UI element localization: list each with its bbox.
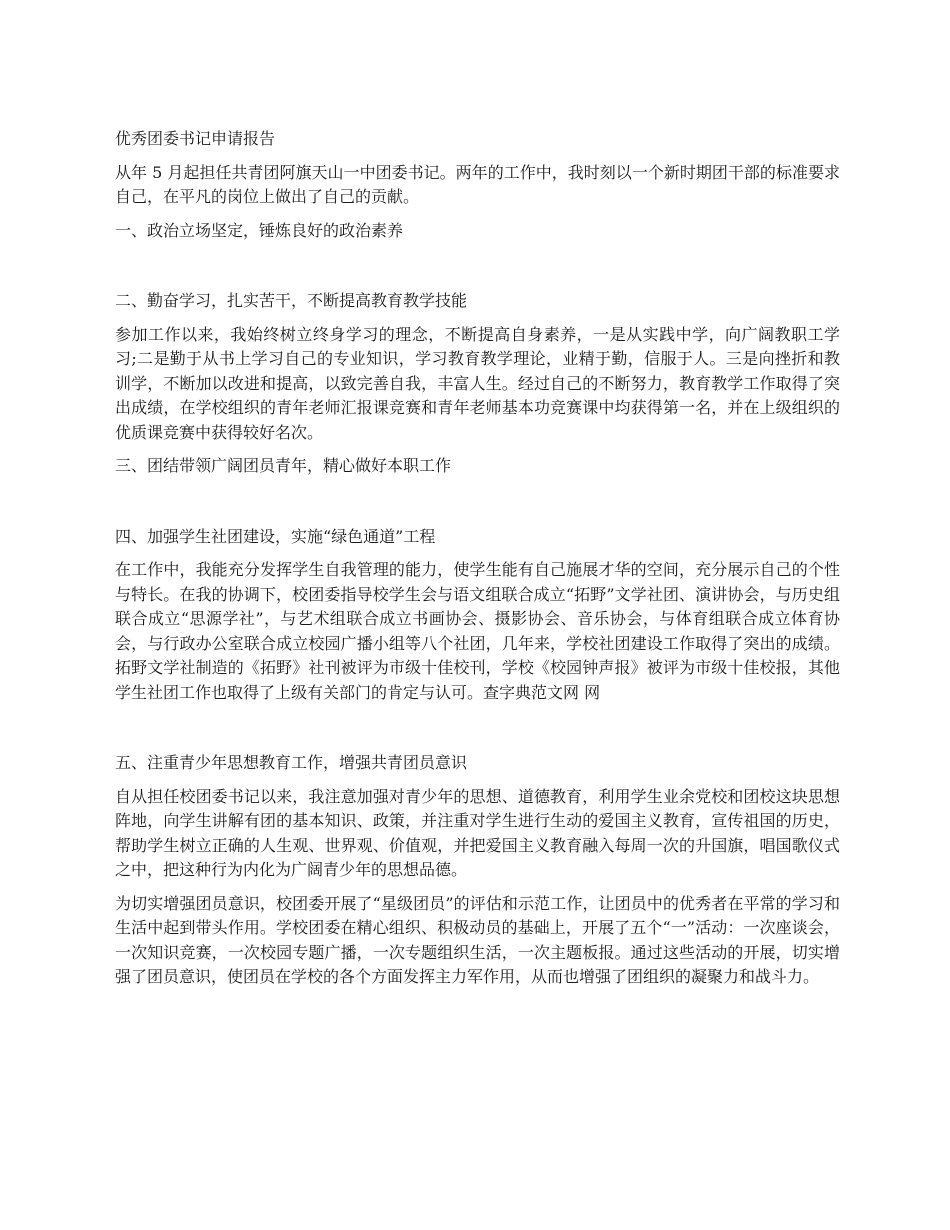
section-3-heading: 三、团结带领广阔团员青年，精心做好本职工作 [115,456,452,475]
section-4-body: 在工作中，我能充分发挥学生自我管理的能力，使学生能有自己施展才华的空间，充分展示自己的个性与特长。在我的协调下，校团委指导校学生会与语文组联合成立“拓野”文学社团、演讲协会，与历史组联合成立“思源学社”，与艺术组联合成立书画协会、摄影协会、音乐协会，与体育组联合成立体育协会，与行政办公室联合成立校园广播小组等八个社团，几年来，学校社团建设工作取得了突出的成绩。拓野文学社制造的《拓野》社刊被评为市级十佳校刊，学校《校园钟声报》被评为市级十佳校报，其他学生社团工作也取得了上级有关部门的肯定与认可。查字典范文网 网 [115,560,840,702]
intro-paragraph: 从年 5 月起担任共青团阿旗天山一中团委书记。两年的工作中，我时刻以一个新时期团干部的标准要求自己，在平凡的岗位上做出了自己的贡献。 [115,162,840,206]
section-5-heading: 五、注重青少年思想教育工作，增强共青团员意识 [115,753,468,772]
section-2-heading: 二、勤奋学习，扎实苦干，不断提高教育教学技能 [115,291,468,310]
section-1-heading: 一、政治立场坚定，锤炼良好的政治素养 [115,220,404,240]
section-4-heading: 四、加强学生社团建设，实施“绿色通道”工程 [115,526,436,546]
document-page [115,127,840,990]
section-5-body-1: 自从担任校团委书记以来，我注意加强对青少年的思想、道德教育，利用学生业余党校和团校这块思想阵地，向学生讲解有团的基本知识、政策，并注重对学生进行生动的爱国主义教育，宣传祖国的历史，帮助学生树立正确的人生观、世界观、价值观，并把爱国主义教育融入每周一次的升国旗，唱国歌仪式之中，把这种行为内化为广阔青少年的思想品德。 [115,786,840,879]
section-2-body: 参加工作以来，我始终树立终身学习的理念，不断提高自身素养，一是从实践中学，向广阔教职工学习;二是勤于从书上学习自己的专业知识，学习教育教学理论，业精于勤，信服于人。三是向挫折和教训学，不断加以改进和提高，以致完善自我，丰富人生。经过自己的不断努力，教育教学工作取得了突出成绩，在学校组织的青年老师汇报课竞赛和青年老师基本功竞赛课中均获得第一名，并在上级组织的优质课竞赛中获得较好名次。 [115,324,840,442]
section-5-body-2: 为切实增强团员意识，校团委开展了“星级团员”的评估和示范工作，让团员中的优秀者在平常的学习和生活中起到带头作用。学校团委在精心组织、积极动员的基础上，开展了五个“一”活动：一次座谈会，一次知识竞赛，一次校园专题广播，一次专题组织生活，一次主题板报。通过这些活动的开展，切实增强了团员意识，使团员在学校的各个方面发挥主力军作用，从而也增强了团组织的凝聚力和战斗力。 [115,893,840,986]
document-title: 优秀团委书记申请报告 [115,129,276,148]
